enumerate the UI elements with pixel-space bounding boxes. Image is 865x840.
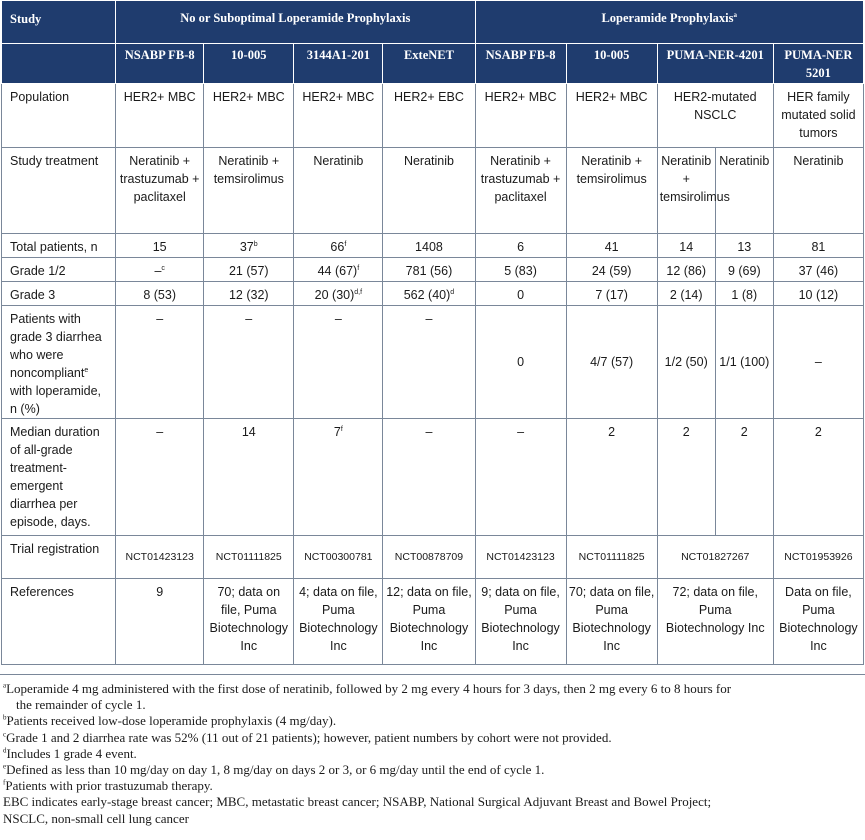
table-cell: HER2+ MBC	[116, 84, 204, 148]
population-row	[2, 84, 864, 148]
table-cell: –	[383, 306, 475, 419]
study-name-header: 3144A1-201	[294, 44, 383, 84]
no-prophylaxis-group-header: No or Suboptimal Loperamide Prophylaxis	[116, 1, 475, 44]
table-cell: HER2-mutated NSCLC	[657, 84, 773, 148]
table-cell: HER2+ MBC	[475, 84, 566, 148]
footnote: $^f$Patients with prior trastuzumab therapy.	[3, 778, 213, 794]
table-cell: 1 (8)	[715, 282, 773, 306]
table-cell: Neratinib + trastuzumab + paclitaxel	[116, 148, 204, 234]
table-cell: HER2+ MBC	[204, 84, 294, 148]
table-cell: –	[475, 419, 566, 536]
footnote: $^c$Grade 1 and 2 diarrhea rate was 52% (11 out of 21 patients); however, patient numbers by cohort were not provided.	[3, 729, 612, 745]
grade3-row	[2, 282, 864, 306]
table-cell: 7$^f$	[294, 419, 383, 536]
footnotes	[0, 674, 865, 827]
table-cell: 41	[566, 234, 657, 258]
noncompliant-row	[2, 306, 864, 419]
table-cell: HER family mutated solid tumors	[773, 84, 863, 148]
treatment-row	[2, 148, 864, 234]
table-cell: 14	[204, 419, 294, 536]
header-group-row	[2, 1, 864, 44]
table-cell: NCT01953926	[773, 536, 863, 579]
prophylaxis-group-header: Loperamide Prophylaxis$^a$	[475, 1, 864, 44]
row-label: Population	[2, 84, 116, 148]
table-cell: 0	[475, 306, 566, 419]
study-name-header: PUMA-NER 5201	[773, 44, 863, 84]
grade12-row	[2, 258, 864, 282]
study-name-header: 10-005	[566, 44, 657, 84]
table-cell: 20 $(30)^{d,f}$	[294, 282, 383, 306]
table-cell: NCT01423123	[116, 536, 204, 579]
table-cell: 5 (83)	[475, 258, 566, 282]
loperamide-prophylaxis-table	[1, 0, 864, 665]
table-cell: 4; data on file, Puma Biotechnology Inc	[294, 579, 383, 665]
row-label: Median duration of all-grade treatment-emergent diarrhea per episode, days.	[2, 419, 116, 536]
table-cell: –$^c$	[116, 258, 204, 282]
blank-header-cell	[2, 44, 116, 84]
study-name-header: NSABP FB-8	[116, 44, 204, 84]
study-header: Study	[2, 1, 116, 44]
table-cell: NCT00878709	[383, 536, 475, 579]
table-cell: 6	[475, 234, 566, 258]
table-cell: –	[294, 306, 383, 419]
table-cell: 781 (56)	[383, 258, 475, 282]
table-cell: 24 (59)	[566, 258, 657, 282]
table-cell: Neratinib + temsirolimus	[204, 148, 294, 234]
row-label: References	[2, 579, 116, 665]
table-cell: 44 $(67)^f$	[294, 258, 383, 282]
row-label: Grade 3	[2, 282, 116, 306]
table-cell: NCT01827267	[657, 536, 773, 579]
table-cell: 37 (46)	[773, 258, 863, 282]
table-cell: 37$^b$	[204, 234, 294, 258]
table-cell: Neratinib	[294, 148, 383, 234]
table-cell: Neratinib + temsirolimus	[657, 148, 715, 234]
row-label: Study treatment	[2, 148, 116, 234]
footnote: $^e$Defined as less than 10 mg/day on day 1, 8 mg/day on days 2 or 3, or 6 mg/day until the end of cycle 1.	[3, 762, 545, 778]
table-cell: NCT01111825	[204, 536, 294, 579]
table-cell: 2 (14)	[657, 282, 715, 306]
footnote: $^d$Includes 1 grade 4 event.	[3, 745, 137, 761]
abbreviations-continued: NSCLC, non-small cell lung cancer	[3, 810, 189, 826]
table-cell: 2	[773, 419, 863, 536]
table-cell: 7 (17)	[566, 282, 657, 306]
table-cell: 2	[715, 419, 773, 536]
table-cell: Neratinib + trastuzumab + paclitaxel	[475, 148, 566, 234]
table-cell: 70; data on file, Puma Biotechnology Inc	[566, 579, 657, 665]
table-cell: 15	[116, 234, 204, 258]
footnote: $^b$Patients received low-dose loperamide prophylaxis (4 mg/day).	[3, 713, 337, 729]
table-cell: 562 $(40)^d$	[383, 282, 475, 306]
table-cell: 81	[773, 234, 863, 258]
row-label: Grade 1/2	[2, 258, 116, 282]
table-cell: NCT01423123	[475, 536, 566, 579]
table-cell: 8 (53)	[116, 282, 204, 306]
references-row	[2, 579, 864, 665]
table-cell: 1408	[383, 234, 475, 258]
table-cell: 72; data on file, Puma Biotechnology Inc	[657, 579, 773, 665]
trial-registration-row	[2, 536, 864, 579]
table-cell: 12 (32)	[204, 282, 294, 306]
header-study-row	[2, 44, 864, 84]
table-cell: 70; data on file, Puma Biotechnology Inc	[204, 579, 294, 665]
table-cell: 1/2 (50)	[657, 306, 715, 419]
table-cell: 12; data on file, Puma Biotechnology Inc	[383, 579, 475, 665]
footnote: $^a$Loperamide 4 mg administered with the first dose of neratinib, followed by 2 mg every 4 hours for 3 days, then 2 mg every 6 to 8 hours for	[3, 681, 732, 696]
footnote-continued: the remainder of cycle 1.	[16, 697, 146, 713]
study-name-header: NSABP FB-8	[475, 44, 566, 84]
table-cell: –	[773, 306, 863, 419]
table-cell: –	[116, 419, 204, 536]
table-cell: –	[204, 306, 294, 419]
study-name-header: PUMA-NER-4201	[657, 44, 773, 84]
table-cell: Neratinib	[383, 148, 475, 234]
table-cell: 9	[116, 579, 204, 665]
median-duration-row	[2, 419, 864, 536]
table-cell: NCT00300781	[294, 536, 383, 579]
table-cell: 66$^f$	[294, 234, 383, 258]
table-cell: –	[383, 419, 475, 536]
table-cell: 9 (69)	[715, 258, 773, 282]
table-cell: 9; data on file, Puma Biotechnology Inc	[475, 579, 566, 665]
study-name-header: 10-005	[204, 44, 294, 84]
total-patients-row	[2, 234, 864, 258]
abbreviations: EBC indicates early-stage breast cancer; MBC, metastatic breast cancer; NSABP, National Surgical Adjuvant Breast and Bowel Project;	[3, 794, 712, 810]
table-cell: 21 (57)	[204, 258, 294, 282]
table-cell: Neratinib	[773, 148, 863, 234]
table-cell: 2	[566, 419, 657, 536]
table-cell: NCT01111825	[566, 536, 657, 579]
table-cell: 13	[715, 234, 773, 258]
table-cell: Data on file, Puma Biotechnology Inc	[773, 579, 863, 665]
table-cell: 2	[657, 419, 715, 536]
row-label: Trial registration	[2, 536, 116, 579]
footnote-mark: a	[733, 10, 738, 19]
table-cell: HER2+ MBC	[294, 84, 383, 148]
table-cell: 12 (86)	[657, 258, 715, 282]
table-cell: HER2+ EBC	[383, 84, 475, 148]
table-cell: –	[116, 306, 204, 419]
study-name-header: ExteNET	[383, 44, 475, 84]
table-cell: 0	[475, 282, 566, 306]
table-cell: 14	[657, 234, 715, 258]
table-cell: Neratinib + temsirolimus	[566, 148, 657, 234]
row-label: Patients with grade 3 diarrhea who were noncompliant$^e$ with loperamide, n (%)	[2, 306, 116, 419]
table-cell: Neratinib	[715, 148, 773, 234]
table-cell: 10 (12)	[773, 282, 863, 306]
table-cell: HER2+ MBC	[566, 84, 657, 148]
row-label: Total patients, n	[2, 234, 116, 258]
table-cell: 1/1 (100)	[715, 306, 773, 419]
table-cell: 4/7 (57)	[566, 306, 657, 419]
